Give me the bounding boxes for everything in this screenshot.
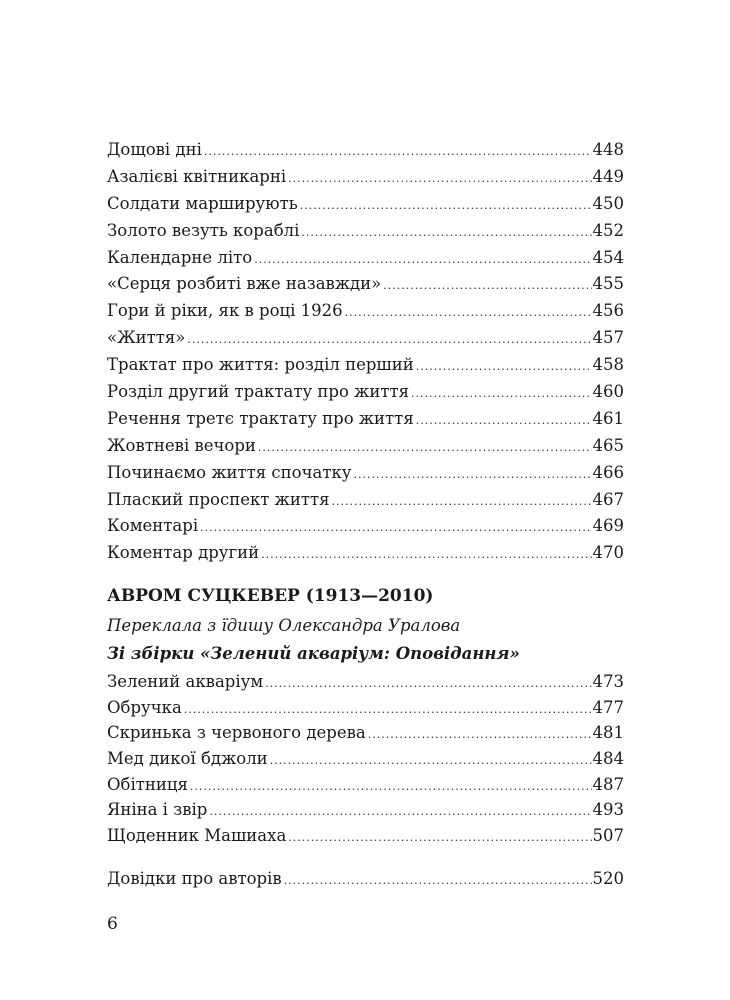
leader-dots [301,226,591,239]
leader-dots [353,468,591,481]
leader-dots [258,441,592,454]
author-heading: АВРОМ СУЦКЕВЕР (1913—2010) [107,586,434,606]
toc-entry-page: 465 [592,435,624,455]
toc-entry-page: 477 [592,697,624,717]
toc-entry-page: 449 [592,166,624,186]
leader-dots [368,728,592,741]
toc-entry-page: 467 [592,489,624,509]
leader-dots [284,874,592,887]
leader-dots [270,754,592,767]
leader-dots [416,414,592,427]
toc-entry-title: Речення третє трактату про життя [107,408,414,428]
toc-entry-page: 481 [592,723,624,743]
toc-entry-page: 456 [592,301,624,321]
page-number: 6 [107,914,118,934]
toc-entry-title: Довідки про авторів [107,869,282,888]
toc-entry-page: 507 [592,826,624,846]
toc-list-2 [107,672,624,852]
toc-entry-title: Щоденник Машиаха [107,826,287,846]
leader-dots [300,199,592,212]
toc-entry[interactable] [107,775,624,801]
leader-dots [254,253,591,266]
leader-dots [383,279,591,292]
toc-entry[interactable] [107,194,624,221]
toc-entry[interactable] [107,221,624,248]
leader-dots [184,703,592,716]
toc-entry[interactable] [107,826,624,852]
toc-entry[interactable] [107,672,624,698]
toc-entry[interactable] [107,869,624,896]
leader-dots [209,805,591,818]
toc-entry-title: Мед дикої бджоли [107,749,268,769]
toc-entry[interactable] [107,248,624,275]
toc-entry[interactable] [107,274,624,301]
toc-list-1 [107,140,624,570]
toc-entry-page: 473 [592,672,624,691]
toc-entry-title: «Серця розбиті вже назавжди» [107,274,382,294]
toc-entry[interactable] [107,490,624,517]
toc-entry-title: Дощові дні [107,140,202,159]
toc-entry-page: 470 [592,543,624,563]
toc-entry-title: Плаский проспект життя [107,489,330,509]
toc-entry-page: 520 [592,869,624,888]
toc-entry-page: 460 [592,382,624,402]
toc-entry-page: 455 [592,274,624,294]
toc-entry-title: Коментар другий [107,543,260,563]
toc-entry[interactable] [107,749,624,775]
toc-final [107,869,624,896]
toc-entry[interactable] [107,543,624,570]
collection-title: Зі збірки «Зелений акваріум: Оповідання» [107,644,520,663]
leader-dots [200,521,591,534]
toc-entry[interactable] [107,409,624,436]
toc-entry-title: Жовтневі вечори [107,435,256,455]
toc-entry-title: Яніна і звір [107,800,208,820]
toc-entry-page: 493 [592,800,624,820]
leader-dots [187,333,591,346]
toc-entry-page: 448 [592,140,624,159]
toc-entry-title: Скринька з червоного дерева [107,723,366,743]
toc-entry[interactable] [107,301,624,328]
toc-entry-page: 469 [592,516,624,536]
leader-dots [265,677,591,690]
toc-entry-page: 487 [592,774,624,794]
toc-entry[interactable] [107,516,624,543]
toc-entry-page: 450 [592,193,624,213]
leader-dots [416,360,592,373]
leader-dots [411,387,592,400]
toc-entry[interactable] [107,463,624,490]
toc-entry-title: Трактат про життя: розділ перший [107,355,414,375]
toc-entry-page: 458 [592,355,624,375]
toc-entry-title: Коментарі [107,516,199,536]
toc-entry-page: 457 [592,328,624,348]
leader-dots [332,495,592,508]
toc-entry-title: Обручка [107,697,182,717]
toc-entry[interactable] [107,140,624,167]
toc-entry-title: Гори й ріки, як в році 1926 [107,301,343,321]
toc-entry-title: Починаємо життя спочатку [107,462,352,482]
toc-entry[interactable] [107,436,624,463]
toc-entry-title: Азалієві квітникарні [107,166,287,186]
leader-dots [345,306,592,319]
leader-dots [288,172,591,185]
leader-dots [204,145,592,158]
author-section [107,586,624,672]
toc-entry[interactable] [107,800,624,826]
toc-entry-title: Календарне літо [107,247,253,267]
toc-entry-title: Солдати марширують [107,193,298,213]
toc-entry-title: Золото везуть кораблі [107,220,300,240]
toc-entry-page: 484 [592,749,624,769]
toc-entry-title: «Життя» [107,328,186,348]
leader-dots [190,780,592,793]
leader-dots [288,831,591,844]
toc-entry[interactable] [107,355,624,382]
toc-entry-title: Зелений акваріум [107,672,264,691]
toc-entry[interactable] [107,698,624,724]
toc-entry[interactable] [107,328,624,355]
toc-entry[interactable] [107,382,624,409]
toc-entry[interactable] [107,723,624,749]
toc-entry-page: 461 [592,408,624,428]
toc-entry-page: 452 [592,220,624,240]
toc-entry-page: 454 [592,247,624,267]
toc-entry-title: Обітниця [107,774,188,794]
translator-credit: Переклала з їдишу Олександра Уралова [107,616,461,635]
toc-entry-title: Розділ другий трактату про життя [107,382,409,402]
toc-entry-page: 466 [592,462,624,482]
leader-dots [261,548,591,561]
toc-entry[interactable] [107,167,624,194]
